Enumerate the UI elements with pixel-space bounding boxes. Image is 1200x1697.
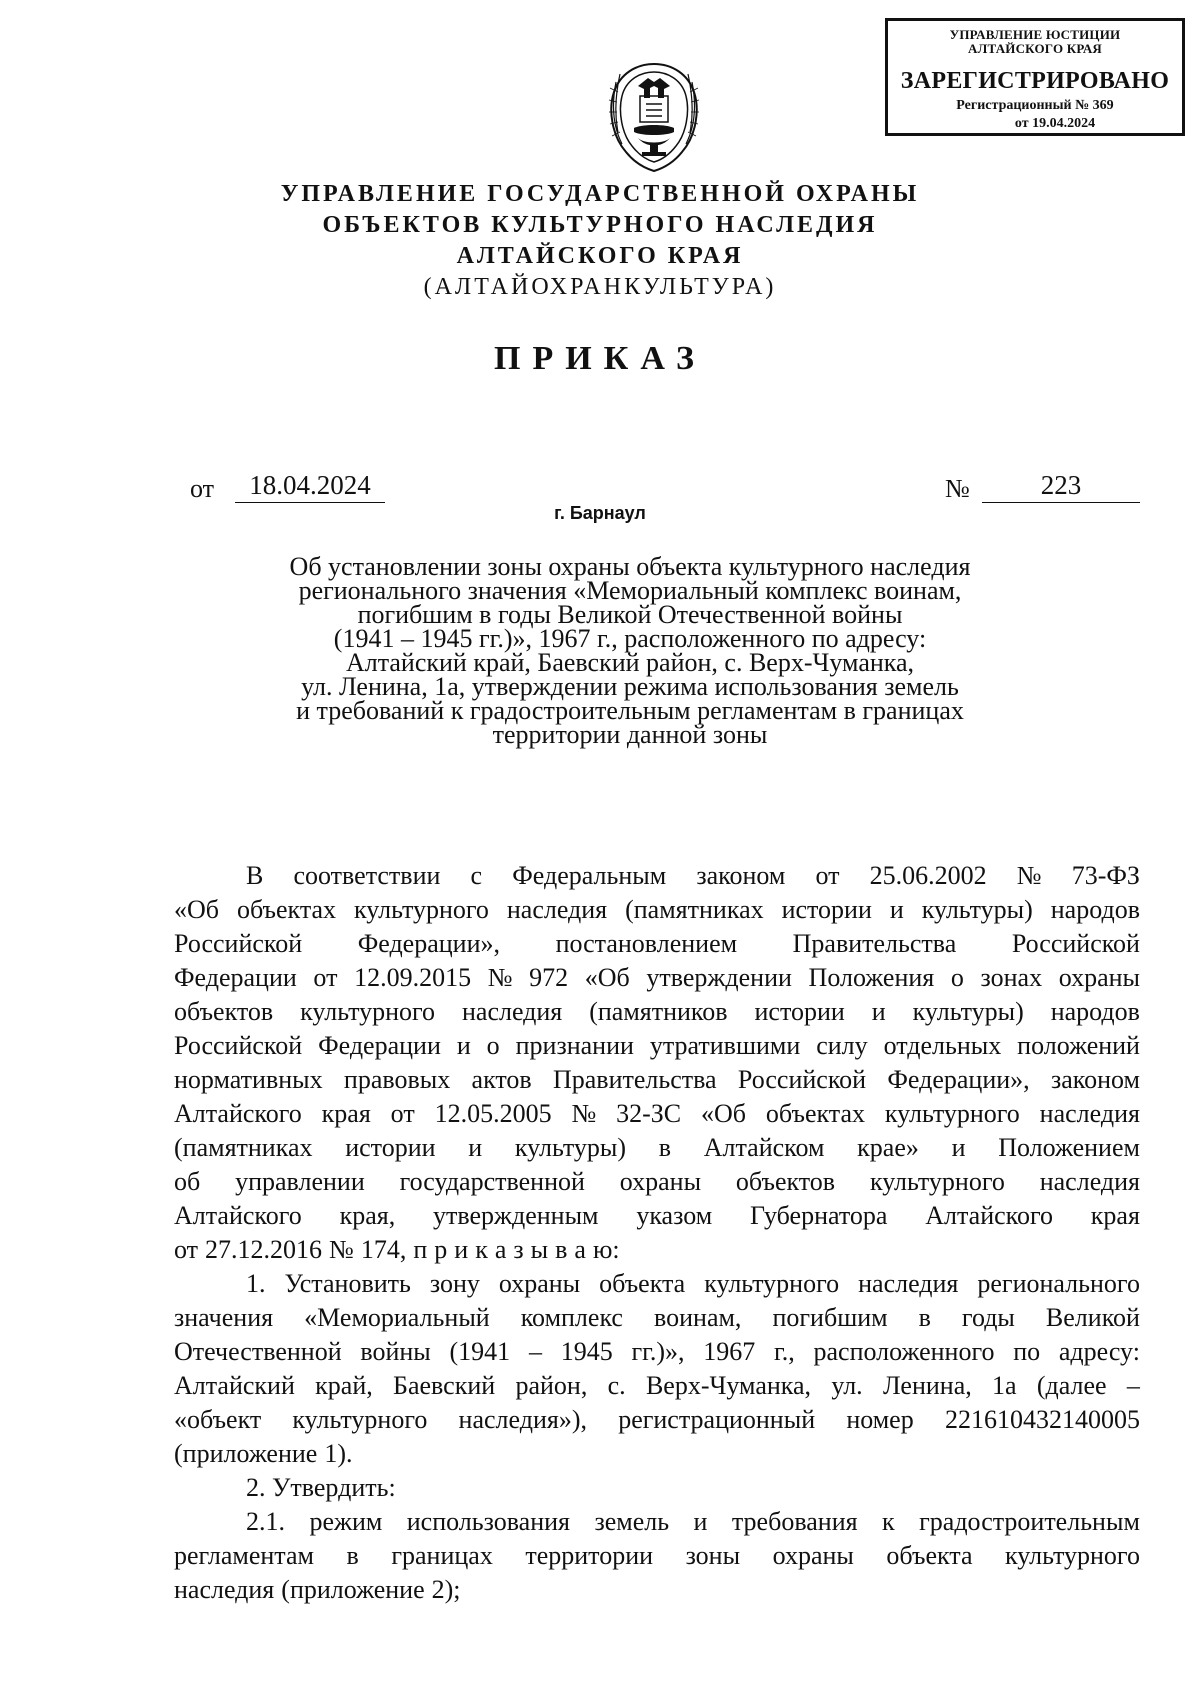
body-line (174, 1029, 1140, 1063)
body-word: 2); (431, 1575, 461, 1604)
agency-name-line-1: УПРАВЛЕНИЕ ГОСУДАРСТВЕННОЙ ОХРАНЫ (280, 181, 920, 207)
body-word: а (574, 1235, 586, 1264)
body-word: Баевский (393, 1371, 496, 1400)
stamp-org-line-1: УПРАВЛЕНИЕ ЮСТИЦИИ (949, 27, 1121, 42)
subject-line: (1941 – 1945 гг.)», 1967 г., расположенного по адресу: (333, 624, 927, 653)
body-word: значения (174, 1303, 274, 1332)
body-word: утратившими (649, 1031, 801, 1060)
body-word: границах (391, 1541, 493, 1570)
coat-of-arms-icon (602, 52, 706, 174)
body-word: 2.1. (246, 1507, 285, 1536)
body-word: утверждении (646, 963, 792, 992)
body-word: (памятников (589, 997, 728, 1026)
body-word: об (174, 1167, 201, 1196)
body-line (174, 1573, 1140, 1607)
order-subject (160, 552, 1100, 749)
body-word: зоны (685, 1541, 741, 1570)
stamp-org-line-2: АЛТАЙСКОГО КРАЯ (968, 41, 1102, 56)
body-word: Ленина, (882, 1371, 972, 1400)
body-word: объектах (765, 1099, 865, 1128)
body-word: культуры) (514, 1133, 626, 1162)
body-word: – (1126, 1371, 1140, 1400)
body-word: к (882, 1507, 895, 1536)
body-word: использования (406, 1507, 570, 1536)
body-line (174, 1335, 1140, 1369)
body-word: края (321, 1099, 371, 1128)
body-word: комплекс (520, 1303, 623, 1332)
body-word: Федерации», (887, 1065, 1030, 1094)
body-word: наследия (174, 1575, 275, 1604)
document-type-title: ПРИКАЗ (494, 340, 706, 377)
body-word: 221610432140005 (944, 1405, 1140, 1434)
body-line (174, 1165, 1140, 1199)
body-word: Алтайский (174, 1371, 295, 1400)
body-word: Федерации (318, 1031, 441, 1060)
body-word: наследия (858, 1269, 959, 1298)
body-word: р (434, 1235, 448, 1264)
body-word: «Мемориальный (304, 1303, 490, 1332)
body-word: законом (1050, 1065, 1140, 1094)
body-word: культурного (1005, 1541, 1140, 1570)
body-word: «Об (174, 895, 220, 924)
body-word: правовых (343, 1065, 451, 1094)
body-word: объекта (599, 1269, 686, 1298)
body-word: и (889, 895, 904, 924)
body-word: культурного (869, 1167, 1005, 1196)
body-word: годы (961, 1303, 1015, 1332)
body-word: Положением (998, 1133, 1140, 1162)
body-word: с (470, 861, 483, 890)
body-word: п (413, 1235, 428, 1264)
body-word: регламентам (174, 1541, 314, 1570)
body-word: Правительства (552, 1065, 717, 1094)
body-word: о (950, 963, 964, 992)
subject-line: погибшим в годы Великой Отечественной войны (357, 600, 903, 629)
body-word: в (918, 1303, 931, 1332)
body-word: государственной (399, 1167, 585, 1196)
body-word: № (1016, 861, 1042, 890)
body-word: управлении (235, 1167, 365, 1196)
body-word: соответствии (293, 861, 441, 890)
subject-line: регионального значения «Мемориальный комплекс воинам, (298, 576, 962, 605)
body-word: истории (345, 1133, 436, 1162)
body-word: г., (774, 1337, 795, 1366)
body-word: погибшим (772, 1303, 888, 1332)
stamp-registration-date: от 19.04.2024 (1014, 116, 1096, 131)
body-word: Алтайском (703, 1133, 825, 1162)
body-word: (приложение (174, 1439, 318, 1468)
body-word: (памятниках (625, 895, 764, 924)
date-prefix: от (190, 474, 215, 503)
body-word: от (174, 1235, 199, 1264)
body-line (174, 1131, 1140, 1165)
body-word: «объект (174, 1405, 262, 1434)
body-word: регионального (977, 1269, 1140, 1298)
body-word: 1. (246, 1269, 266, 1298)
body-line: 2. Утвердить: (246, 1473, 396, 1502)
body-word: объектов (174, 997, 274, 1026)
body-line (174, 961, 1140, 995)
body-word: № (329, 1235, 354, 1264)
subject-line: Алтайский край, Баевский район, с. Верх-Чуманка, (345, 648, 915, 677)
body-line (174, 927, 1140, 961)
body-word: признании (515, 1031, 634, 1060)
body-word: (приложение (281, 1575, 425, 1604)
body-line (174, 1267, 1140, 1301)
agency-abbreviation: (АЛТАЙОХРАНКУЛЬТУРА) (423, 274, 777, 300)
body-line (174, 1539, 1140, 1573)
body-word: объекта (886, 1541, 973, 1570)
body-word: ы (530, 1235, 549, 1264)
body-word: культурного (884, 1099, 1020, 1128)
body-word: з (513, 1235, 524, 1264)
body-word: номер (846, 1405, 914, 1434)
body-word: район, (515, 1371, 588, 1400)
order-number: 223 (982, 468, 1140, 503)
body-word: а (494, 1235, 507, 1264)
body-word: ул. (831, 1371, 863, 1400)
body-word: воинам, (654, 1303, 742, 1332)
body-word: адресу: (1058, 1337, 1140, 1366)
body-word: охраны (619, 1167, 702, 1196)
body-word: № (487, 963, 513, 992)
body-word: культурного (292, 1405, 428, 1434)
body-line (174, 1233, 1140, 1267)
body-word: 174, (360, 1235, 407, 1264)
body-word: Федерации (174, 963, 297, 992)
body-line (174, 859, 1140, 893)
subject-line: Об установлении зоны охраны объекта культурного наследия (289, 552, 971, 581)
body-line (174, 1063, 1140, 1097)
body-word: (далее (1036, 1371, 1107, 1400)
body-word: и (454, 1235, 469, 1264)
body-word: культурного (704, 1269, 840, 1298)
body-word: культурного (354, 895, 489, 924)
body-line (174, 1097, 1140, 1131)
agency-name-line-2: ОБЪЕКТОВ КУЛЬТУРНОГО НАСЛЕДИЯ (322, 212, 878, 238)
body-word: с. (607, 1371, 626, 1400)
body-word: охраны (1058, 963, 1140, 992)
body-line (174, 995, 1140, 1029)
order-body (174, 859, 1140, 1607)
body-word: (1941 (449, 1337, 511, 1366)
body-word: градостроительным (919, 1507, 1140, 1536)
body-word: Положения (808, 963, 935, 992)
body-word: о (486, 1031, 500, 1060)
body-word: 1967 (703, 1337, 756, 1366)
body-word: Алтайского (925, 1201, 1053, 1230)
body-word: Верх-Чуманка, (645, 1371, 812, 1400)
body-word: расположенного (813, 1337, 995, 1366)
body-word: Российской (737, 1065, 867, 1094)
body-word: 1945 (560, 1337, 613, 1366)
body-word: наследия (1039, 1167, 1140, 1196)
body-word: в (346, 1541, 359, 1570)
body-word: и (456, 1031, 471, 1060)
subject-line: и требований к градостроительным регламентам в границах (296, 696, 964, 725)
body-word: народов (1050, 997, 1140, 1026)
body-word: от (313, 963, 338, 992)
body-word: наследия (461, 997, 563, 1026)
body-word: отдельных (883, 1031, 1002, 1060)
body-word: от (815, 861, 840, 890)
body-word: по (1013, 1337, 1041, 1366)
subject-line: ул. Ленина, 1а, утверждении режима использования земель (301, 672, 959, 701)
body-word: Федерации», (357, 929, 500, 958)
body-word: актов (471, 1065, 532, 1094)
body-word: Отечественной (174, 1337, 342, 1366)
agency-name-line-3: АЛТАЙСКОГО КРАЯ (456, 243, 744, 269)
body-word: в (555, 1235, 568, 1264)
body-word: В (246, 861, 264, 890)
body-line (174, 1403, 1140, 1437)
body-word: ю: (592, 1235, 620, 1264)
body-word: культуры) (921, 895, 1033, 924)
body-word: наследия»), (458, 1405, 587, 1434)
body-word: Федеральным (512, 861, 667, 890)
body-word: к (475, 1235, 488, 1264)
body-word: наследия (506, 895, 608, 924)
body-word: нормативных (174, 1065, 323, 1094)
body-word: край, (315, 1371, 373, 1400)
body-word: требования (731, 1507, 858, 1536)
body-word: 972 (529, 963, 569, 992)
body-word: утвержденным (433, 1201, 599, 1230)
number-prefix: № (945, 474, 970, 503)
body-word: охраны (772, 1541, 854, 1570)
body-word: истории (754, 997, 845, 1026)
body-word: № (571, 1099, 597, 1128)
body-word: 25.06.2002 (869, 861, 987, 890)
stamp-status: ЗАРЕГИСТРИРОВАНО (900, 68, 1170, 94)
body-word: и (951, 1133, 966, 1162)
body-word: законом (696, 861, 786, 890)
body-word: регистрационный (618, 1405, 816, 1434)
body-word: 1а (992, 1371, 1017, 1400)
body-word: Российской (1011, 929, 1140, 958)
body-line (174, 1505, 1140, 1539)
body-word: «Об (701, 1099, 747, 1128)
body-word: зону (429, 1269, 480, 1298)
subject-line: территории данной зоны (492, 720, 768, 749)
body-word: в (658, 1133, 671, 1162)
body-word: культуры) (912, 997, 1024, 1026)
body-word: постановлением (555, 929, 738, 958)
registration-stamp (885, 18, 1185, 136)
body-word: охраны (498, 1269, 581, 1298)
body-word: указом (636, 1201, 713, 1230)
body-word: от (390, 1099, 415, 1128)
order-date: 18.04.2024 (235, 468, 385, 503)
body-word: народов (1050, 895, 1140, 924)
body-word: 1). (324, 1439, 353, 1468)
body-word: края, (339, 1201, 396, 1230)
body-word: «Об (584, 963, 630, 992)
body-word: режим (309, 1507, 383, 1536)
body-word: 73-ФЗ (1071, 861, 1140, 890)
body-line (174, 893, 1140, 927)
body-word: 12.05.2005 (434, 1099, 552, 1128)
body-word: положений (1017, 1031, 1140, 1060)
body-word: – (528, 1337, 542, 1366)
body-word: Российской (174, 1031, 303, 1060)
body-word: Установить (284, 1269, 411, 1298)
body-word: объектов (735, 1167, 836, 1196)
body-word: 27.12.2016 (205, 1235, 323, 1264)
body-word: Алтайского (174, 1201, 302, 1230)
body-line (174, 1369, 1140, 1403)
body-word: края (1090, 1201, 1140, 1230)
body-word: Алтайского (174, 1099, 302, 1128)
body-word: объектах (236, 895, 337, 924)
body-word: силу (816, 1031, 868, 1060)
body-word: и (693, 1507, 708, 1536)
body-word: истории (781, 895, 872, 924)
body-word: Губернатора (749, 1201, 888, 1230)
body-word: крае» (857, 1133, 919, 1162)
city: г. Барнаул (554, 503, 646, 523)
body-word: гг.)», (631, 1337, 685, 1366)
body-word: наследия (1039, 1099, 1140, 1128)
stamp-registration-number: Регистрационный № 369 (956, 98, 1114, 113)
body-word: Великой (1045, 1303, 1140, 1332)
body-word: Правительства (792, 929, 957, 958)
body-word: 32-ЗС (616, 1099, 682, 1128)
body-word: зонах (980, 963, 1043, 992)
body-word: Российской (174, 929, 303, 958)
body-line (174, 1437, 1140, 1471)
body-word: 12.09.2015 (354, 963, 472, 992)
body-word: и (871, 997, 886, 1026)
body-word: и (468, 1133, 483, 1162)
body-word: (памятниках (174, 1133, 313, 1162)
body-word: культурного (300, 997, 436, 1026)
body-word: земель (594, 1507, 670, 1536)
body-line (174, 1199, 1140, 1233)
body-word: войны (360, 1337, 431, 1366)
body-line (174, 1301, 1140, 1335)
body-word: территории (525, 1541, 654, 1570)
